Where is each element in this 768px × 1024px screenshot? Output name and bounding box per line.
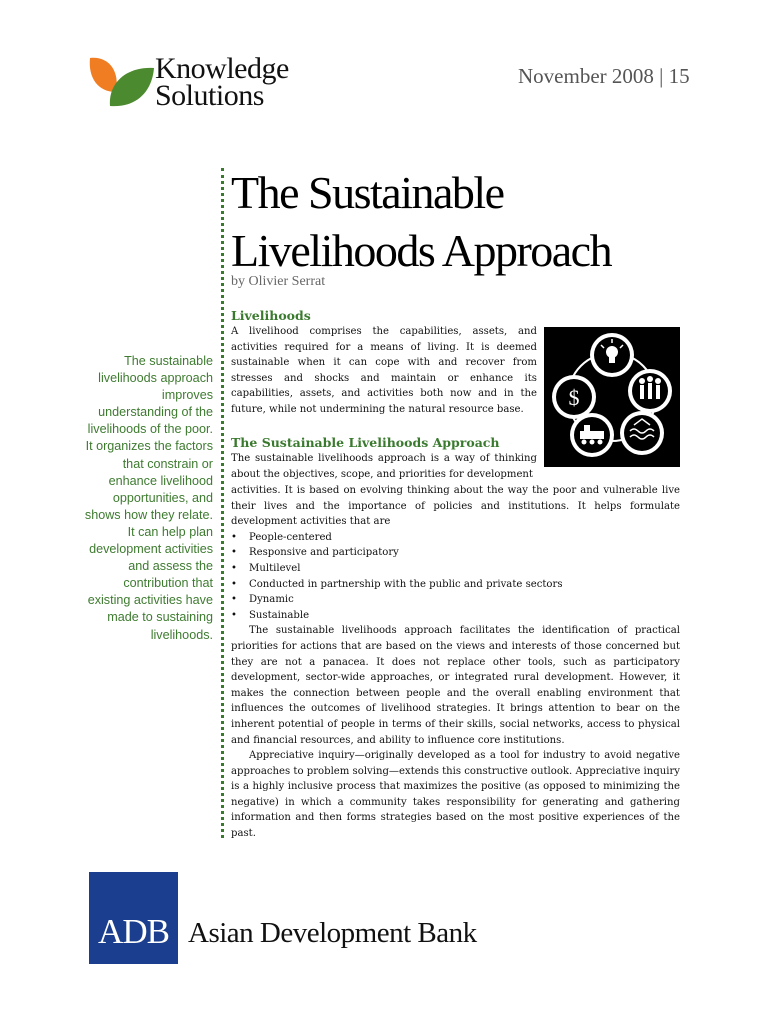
livelihoods-paragraph: A livelihood comprises the capabilities, assets, and activities required for a means of living. It is deemed sustainable when it can cope with and recover from stresses and shocks and maintain or enhance its capabilities, assets, and activities both now and in the future, while not undermining the natural resource base. (231, 326, 537, 415)
bullet-item: • Dynamic (231, 592, 680, 608)
heading-livelihoods: Livelihoods (231, 308, 311, 323)
adb-name: Asian Development Bank (188, 917, 477, 949)
approach-intro-narrow: The sustainable livelihoods approach is a way of thinking about the objectives, scope, and priorities for development (231, 453, 537, 480)
people-icon (639, 376, 661, 399)
bullet-item: • Multilevel (231, 561, 680, 577)
approach-paragraph-2: The sustainable livelihoods approach facilitates the identification of practical priorities for actions that are based on the views and interests of those concerned but they are not a panacea. It does not replace other tools, such as participatory development, sector-wide approaches, or integrated rural development. However, it makes the connection between people and the overall enabling environment that influences the outcomes of livelihood strategies. It brings attention to bear on the inherent potential of people in terms of their skills, social networks, access to physical and financial resources, and ability to influence core institutions. (231, 625, 680, 746)
approach-intro-wide: activities. It is based on evolving thinking about the way the poor and vulnerable live their lives and the importance of policies and institutions. It helps formulate development activities that are (231, 485, 680, 528)
dotted-divider (221, 168, 224, 838)
livelihood-assets-graphic (544, 327, 680, 467)
title-line-2: Livelihoods Approach (231, 225, 612, 276)
approach-bullet-list (231, 530, 680, 624)
approach-paragraph-3: Appreciative inquiry—originally developed as a tool for industry to avoid negative approaches to problem solving—extends this constructive outlook. Appreciative inquiry is a highly inclusive process that maximizes the positive (as opposed to minimizing the negative) in which a community takes responsibility for generating and gathering information and then forms strategies based on the most positive experiences of the past. (231, 750, 680, 840)
heading-sustainable-livelihoods-approach: The Sustainable Livelihoods Approach (231, 435, 500, 450)
bullet-item: • Sustainable (231, 608, 680, 624)
page-title (231, 164, 751, 280)
logo-line-solutions: Solutions (155, 79, 264, 112)
approach-body (231, 483, 680, 842)
knowledge-solutions-logo-icon (86, 52, 156, 110)
logo-line-knowledge: Knowledge (155, 52, 289, 85)
dollar-icon: $ (568, 385, 580, 410)
adb-logo-letters: ADB (98, 912, 169, 951)
logo-wordmark (155, 52, 289, 112)
bullet-item: • People-centered (231, 530, 680, 546)
side-pull-quote: The sustainable livelihoods approach improves understanding of the livelihoods of the poor. It organizes the factors that constrain or enhance livelihood opportunities, and shows how they relate. It can help plan development activities and assess the contribution that existing activities have made to sustaining livelihoods. (84, 354, 213, 642)
bullet-item: • Responsive and participatory (231, 545, 680, 561)
bullet-item: • Conducted in partnership with the public and private sectors (231, 577, 680, 593)
issue-date: November 2008 | 15 (518, 64, 690, 88)
byline: by Olivier Serrat (231, 274, 326, 289)
title-line-1: The Sustainable (231, 167, 504, 218)
